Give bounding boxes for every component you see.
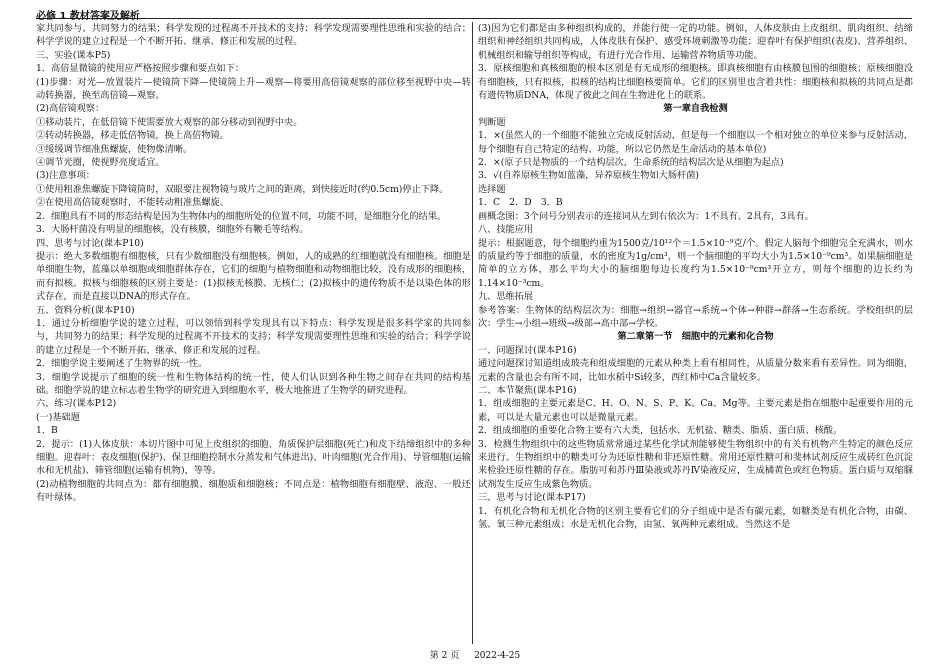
paragraph: 1．B: [36, 425, 58, 437]
paragraph: 2．组成细胞的重要化合物主要有六大类，包括水、无机盐、糖类、脂质、蛋白质、核酸。: [478, 425, 843, 437]
paragraph: (1)步骤：对光—放置装片—使镜筒下降—使镜筒上升—观察—将要用高倍镜观察的部位移至视野中央—转动转换器，换至高倍镜—观察。: [36, 76, 471, 102]
paragraph: ①移动装片，在低倍镜下使需要放大观察的部分移动到视野中央。: [36, 116, 303, 128]
paragraph: 第二章第一节 细胞中的元素和化合物: [617, 331, 774, 343]
page-header: [36, 4, 912, 22]
paragraph: 3．检测生物组织中的这些物质常常通过某些化学试剂能够使生物组织中的有关有机物产生特定的颜色反应来进行。生物组织中的糖类可分为还原性糖和非还原性糖。常用还原性糖可和斐林试剂反应生成砖红色沉淀来检验还原性糖的存在。脂肪可和苏丹Ⅲ染液或苏丹Ⅳ染液反应，生成橘黄色或红色物质。蛋白质与双缩脲试剂发生反应生成紫色物质。: [478, 438, 913, 490]
paragraph: 1．高倍显微镜的使用应严格按照步骤和要点如下：: [36, 63, 244, 75]
paragraph: 1．通过分析细胞学说的建立过程，可以领悟到科学发现具有以下特点：科学发现是很多科学家的共同参与，共同努力的结果；科学发现的过程离不开技术的支持；科学发现需要理性思维和实验的结合；科学学说的建立过程是一个不断开拓、继承、修正和发展的过程。: [36, 317, 471, 356]
paragraph: 提示：根据题意，每个细胞约重为1500克/10¹²个＝1.5×10⁻⁹克/个。假定人脑每个细胞完全充满水，则水的质量约等于细胞的质量，水的密度为1g/cm³，则一个脑细胞的平均大小为1.5×10⁻⁹cm³。如果脑细胞是简单的立方体，那么平均大小的脑细胞每边长度约为1.5×10⁻⁹cm³开立方，则每个细胞的边长约为1.14×10⁻³cm。: [478, 237, 913, 289]
paragraph: ④调节光圈，使视野亮度适宜。: [36, 157, 165, 169]
paragraph: 三、实验(课本P5): [36, 49, 111, 61]
paragraph: 3．√(自养原核生物如蓝藻，异养原核生物如大肠杆菌): [478, 170, 699, 182]
header-title: 必修 1 教材答案及解析: [36, 11, 140, 22]
paragraph: 1．C 2．D 3．B: [478, 197, 563, 209]
paragraph: 通过问题探讨知道组成玻壳和组成细胞的元素从种类上看有相同性，从质量分数来看有差异性。同为细胞，元素的含量也会有所不同，比如水稻中Si较多，西红柿中Ca含量较多。: [478, 358, 913, 383]
paragraph: 3．原核细胞和真核细胞的根本区别是有无成形的细胞核。即真核细胞有由核膜包围的细胞核；原核细胞没有细胞核，只有拟核，拟核的结构比细胞核要简单。它们的区别里也含着共性：细胞核和拟核的共同点是都有遗传物质DNA，体现了彼此之间在生物进化上的联系。: [478, 63, 913, 102]
paragraph: 1．组成细胞的主要元素是C、H、O、N、S、P、K、Ca、Mg等。主要元素是指在细胞中起重要作用的元素，可以是大量元素也可以是微量元素。: [478, 398, 913, 423]
page-footer: [0, 650, 950, 662]
paragraph: 3．细胞学说提示了细胞的统一性和生物体结构的统一性，使人们认识到各种生物之间存在共同的结构基础。细胞学说的建立标志着生物学的研究进入到细胞水平，极大地推进了生物学的研究进程。: [36, 371, 471, 396]
paragraph: ③缓缓调节细准焦螺旋，使物像清晰。: [36, 143, 193, 155]
paragraph: (2)动植物细胞的共同点为：都有细胞膜、细胞质和细胞核；不同点是：植物细胞有细胞壁、液泡、一般还有叶绿体。: [36, 478, 471, 504]
paragraph: 参考答案：生物体的结构层次为：细胞→组织→器官→系统→个体→种群→群落→生态系统。学校组织的层次：学生→小组→班级→级部→高中部→学校。: [478, 304, 913, 329]
paragraph: 六、练习(课本P12): [36, 398, 117, 410]
paragraph: 2．细胞学说主要阐述了生物界的统一性。: [36, 358, 208, 370]
page-number: 第 2 页: [429, 651, 460, 661]
paragraph: 提示：绝大多数细胞有细胞核，只有少数细胞没有细胞核。例如，人的成熟的红细胞就没有细胞核。细胞是单细胞生物，蓝藻以单细胞或细胞群体存在，它们的细胞与植物细胞和动物细胞比较，没有成形的细胞核，而有拟核。拟核与细胞核的区别主要是：(1)拟核无核膜、无核仁；(2)拟核中的遗传物质不是以染色体的形式存在，而是直接以DNA的形式存在。: [36, 250, 471, 303]
left-column: [36, 22, 471, 644]
paragraph: 画概念图：3个问号分别表示的连接词从左到右依次为：1不具有、2具有，3具有。: [478, 210, 814, 222]
right-column: [478, 22, 913, 644]
paragraph: ②转动转换器，移走低倍物镜，换上高倍物镜。: [36, 130, 229, 142]
paragraph: 九、思维拓展: [478, 291, 534, 303]
paragraph: 五、资料分析(课本P10): [36, 304, 135, 316]
column-divider: [472, 22, 473, 644]
paragraph: 2．×(原子只是物质的一个结构层次，生命系统的结构层次是从细胞为起点): [478, 157, 784, 169]
paragraph: 判断题: [478, 116, 506, 128]
paragraph: 四、思考与讨论(课本P10): [36, 237, 144, 249]
paragraph: 选择题: [478, 183, 506, 195]
paragraph: (一)基础题: [36, 411, 80, 423]
paragraph: 八、技能应用: [478, 224, 534, 236]
paragraph: 第一章自我检测: [663, 103, 728, 115]
paragraph: 一、问题探讨(课本P16): [478, 344, 577, 356]
paragraph: 1．有机化合物和无机化合物的区别主要看它们的分子组成中是否有碳元素，如糖类是有机化合物，由碳、氢、氧三种元素组成；水是无机化合物，由氢、氧两种元素组成。当然这不是: [478, 505, 913, 531]
paragraph: ②在使用高倍镜观察时，不能转动粗准焦螺旋。: [36, 197, 229, 209]
paragraph: ①使用粗准焦螺旋下降镜筒时，双眼要注视物镜与玻片之间的距离，到快接近时(约0.5cm)停止下降。: [36, 183, 449, 195]
paragraph: 二、本节聚焦(课本P16): [478, 384, 577, 396]
paragraph: 2．细胞具有不同的形态结构是因为生物体内的细胞所处的位置不同，功能不同，是细胞分化的结果。: [36, 210, 447, 222]
paragraph: (3)因为它们都是由多种组织构成的，并能行使一定的功能。例如，人体皮肤由上皮组织、肌肉组织、结缔组织和神经组织共同构成，人体皮肤有保护、感受环境刺激等功能；迎春叶有保护组织(表皮)、营养组织、机械组织和输导组织等构成，有进行光合作用、运输营养物质等功能。: [478, 23, 913, 61]
paragraph: 三、思考与讨论(课本P17): [478, 492, 586, 504]
paragraph: (2)高倍镜观察：: [36, 103, 105, 115]
paragraph: 家共同参与、共同努力的结果；科学发现的过程离不开技术的支持；科学发现需要理性思维和实验的结合；科学学说的建立过程是一个不断开拓、继承、修正和发展的过程。: [36, 23, 471, 48]
paragraph: 3．大肠杆菌没有明显的细胞核，没有核膜，细胞外有鞭毛等结构。: [36, 224, 309, 236]
paragraph: (3)注意事项：: [36, 170, 95, 182]
paragraph: 2．提示：(1)人体皮肤：本切片图中可见上皮组织的细胞、角质保护层细胞(死亡)和皮下结缔组织中的多种细胞。迎春叶：表皮细胞(保护)、保卫细胞控制水分蒸发和气体进出)、叶肉细胞(光合作用)、导管细胞(运输水和无机盐)、筛管细胞(运输有机物)，等等。: [36, 438, 471, 477]
paragraph: 1．×(虽然人的一个细胞不能独立完成反射活动，但是每一个细胞以一个相对独立的单位来参与反射活动，每个细胞有自己特定的结构、功能，所以它仍然是生命活动的基本单位): [478, 130, 913, 155]
footer-date: 2022-4-25: [474, 651, 521, 661]
